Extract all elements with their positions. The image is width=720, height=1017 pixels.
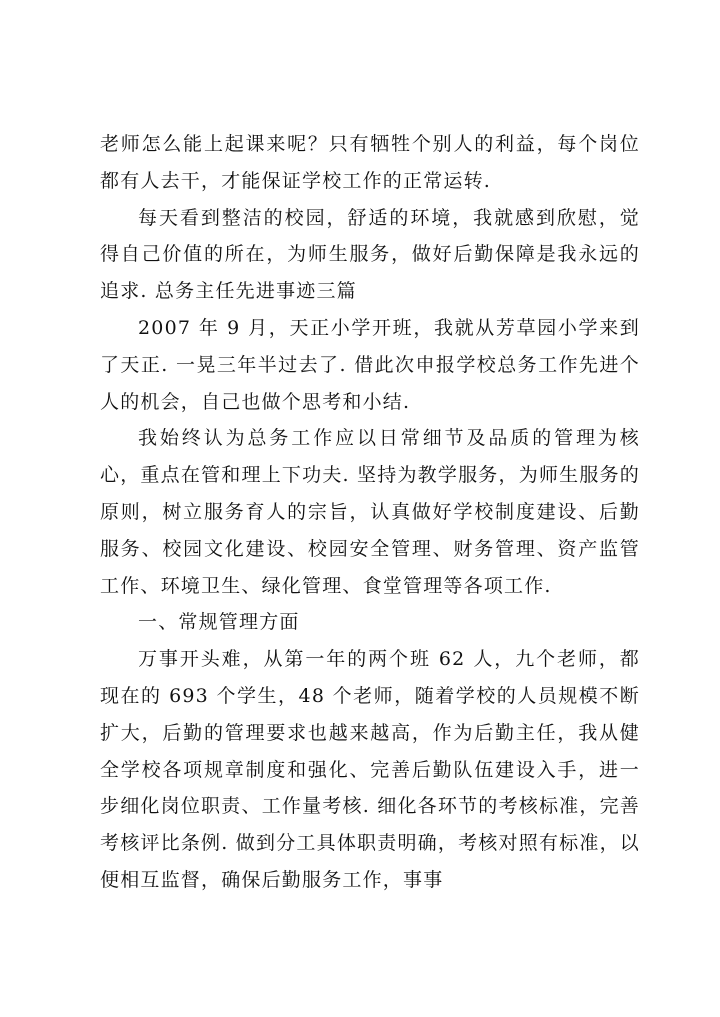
section-heading-routine-management: 一、常规管理方面 bbox=[138, 611, 300, 634]
paragraph-growth-and-rules: 万事开头难，从第一年的两个班 62 人，九个老师，都现在的 693 个学生，48 个老师，随着学校的人员规模不断扩大，后勤的管理要求也越来越高，作为后勤主任，我从健全学校各项规章制度和强化、完善后勤队伍建设入手，进一步细化岗位职责、工作量考核. 细化各环节的考核标准，完善考核评比条例. 做到分工具体职责明确，考核对照有标准，以便相互监督，确保后勤服务工作，事事 bbox=[100, 648, 640, 891]
paragraph-tianzheng-start: 2007 年 9 月，天正小学开班，我就从芳草园小学来到了天正. 一晃三年半过去了. 借此次申报学校总务工作先进个人的机会，自己也做个思考和小结. bbox=[100, 316, 640, 413]
paragraph-management-core: 我始终认为总务工作应以日常细节及品质的管理为核心，重点在管和理上下功夫. 坚持为教学服务，为师生服务的原则，树立服务育人的宗旨，认真做好学校制度建设、后勤服务、校园文化建设、校园安全管理、财务管理、资产监管工作、环境卫生、绿化管理、食堂管理等各项工作. bbox=[100, 427, 640, 597]
paragraph-continuation: 老师怎么能上起课来呢？只有牺牲个别人的利益，每个岗位都有人去干，才能保证学校工作的正常运转. bbox=[100, 133, 640, 192]
document-body bbox=[100, 126, 640, 899]
paragraph-campus-service: 每天看到整洁的校园，舒适的环境，我就感到欣慰，觉得自己价值的所在，为师生服务，做好后勤保障是我永远的追求. 总务主任先进事迹三篇 bbox=[100, 206, 640, 303]
